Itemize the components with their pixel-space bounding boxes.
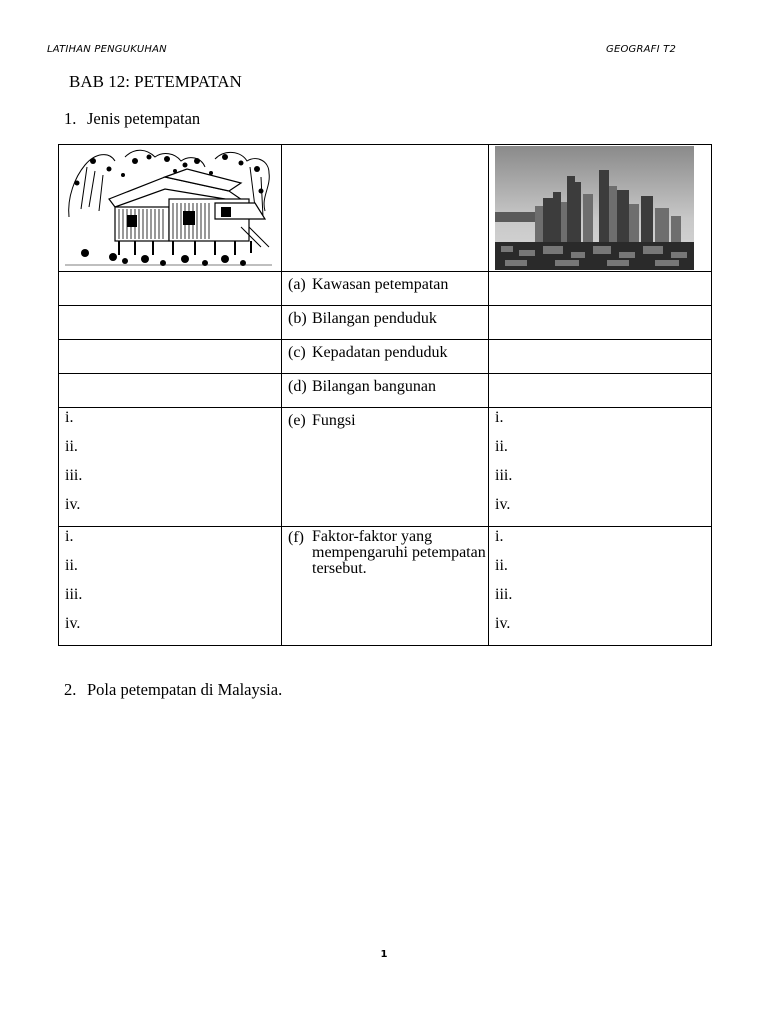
fungsi-label: Fungsi	[312, 412, 356, 429]
list-numeral: iv.	[65, 496, 81, 513]
list-numeral: iii.	[65, 467, 83, 484]
criteria-label: Bilangan penduduk	[312, 310, 437, 327]
list-numeral: ii.	[65, 557, 78, 574]
answer-cell-right	[489, 272, 712, 306]
question-1-text: Jenis petempatan	[87, 109, 201, 128]
list-numeral: ii.	[65, 438, 78, 455]
criteria-cell	[282, 374, 489, 408]
list-numeral: i.	[495, 528, 504, 545]
settlement-table	[58, 144, 712, 646]
faktor-label: Faktor-faktor yang mempengaruhi petempatan tersebut.	[312, 528, 486, 577]
list-numeral: ii.	[495, 557, 508, 574]
faktor-answer-right	[489, 527, 712, 646]
question-1	[64, 109, 200, 129]
criteria-label: Kepadatan penduduk	[312, 344, 448, 361]
list-numeral: iv.	[495, 615, 511, 632]
urban-image-cell	[489, 145, 712, 272]
chapter-title: BAB 12: PETEMPATAN	[69, 72, 242, 91]
blank-image-cell	[282, 145, 489, 272]
question-2-text: Pola petempatan di Malaysia.	[87, 680, 283, 699]
fungsi-tag: (e)	[288, 412, 306, 429]
faktor-answer-left	[59, 527, 282, 646]
faktor-tag: (f)	[288, 529, 304, 546]
criteria-tag: (a)	[288, 276, 306, 293]
criteria-tag: (c)	[288, 344, 306, 361]
answer-cell-left	[59, 340, 282, 374]
rural-house-illustration	[65, 147, 272, 271]
answer-cell-right	[489, 306, 712, 340]
faktor-cell	[282, 527, 489, 646]
city-skyline-photo	[495, 146, 694, 270]
criteria-cell	[282, 272, 489, 306]
list-numeral: iv.	[65, 615, 81, 632]
question-2	[64, 680, 282, 700]
criteria-cell	[282, 306, 489, 340]
answer-cell-left	[59, 272, 282, 306]
list-numeral: iii.	[65, 586, 83, 603]
criteria-tag: (b)	[288, 310, 307, 327]
header-left: LATIHAN PENGUKUHAN	[47, 44, 167, 55]
question-2-number: 2.	[64, 680, 77, 699]
criteria-label: Kawasan petempatan	[312, 276, 449, 293]
answer-cell-left	[59, 306, 282, 340]
list-numeral: iv.	[495, 496, 511, 513]
fungsi-answer-left	[59, 408, 282, 527]
question-1-number: 1.	[64, 109, 77, 128]
rural-image-cell	[59, 145, 282, 272]
fungsi-cell	[282, 408, 489, 527]
list-numeral: ii.	[495, 438, 508, 455]
page-number: 1	[380, 949, 388, 960]
fungsi-answer-right	[489, 408, 712, 527]
criteria-label: Bilangan bangunan	[312, 378, 436, 395]
header-right: GEOGRAFI T2	[606, 44, 677, 55]
answer-cell-right	[489, 340, 712, 374]
answer-cell-left	[59, 374, 282, 408]
list-numeral: i.	[65, 409, 74, 426]
criteria-cell	[282, 340, 489, 374]
list-numeral: i.	[495, 409, 504, 426]
answer-cell-right	[489, 374, 712, 408]
list-numeral: iii.	[495, 586, 513, 603]
list-numeral: iii.	[495, 467, 513, 484]
criteria-tag: (d)	[288, 378, 307, 395]
list-numeral: i.	[65, 528, 74, 545]
